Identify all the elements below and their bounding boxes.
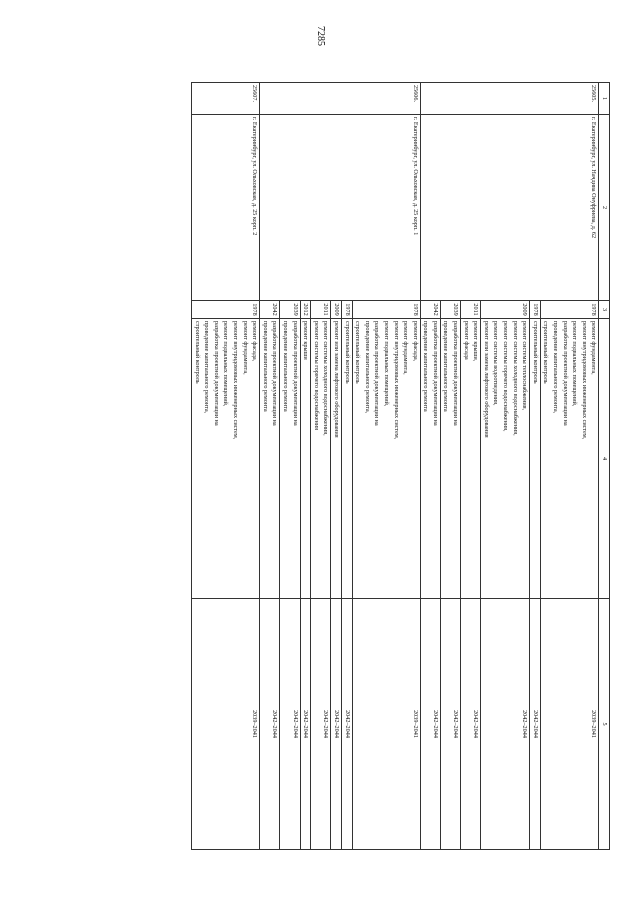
work-item: строительный контроль [354,321,362,384]
work-item: ремонт внутридомовых инженерных систем, [392,321,400,440]
row-works [461,319,481,599]
work-item: ремонт фасада, [411,321,419,362]
work-item: ремонт системы горячего водоснабжения, [502,321,510,432]
row-period: 2042–2044 [420,599,440,850]
row-works [440,319,460,599]
table-row [192,83,260,850]
work-item: ремонт системы холодного водоснабжения, [511,321,519,436]
work-item: разработка проектной документации на [431,321,439,426]
work-item: разработка проектной документации на [373,321,381,426]
row-period: 2042–2044 [530,599,541,850]
work-item: проведение капитального ремонта, [552,321,560,414]
row-period: 2042–2044 [331,599,342,850]
row-period: 2039–2041 [352,599,420,850]
work-item: ремонт внутридомовых инженерных систем, [232,321,240,440]
work-item: ремонт фасада, [251,321,259,362]
work-item: проведение капитального ремонта, [363,321,371,414]
work-item: ремонт подвальных помещений, [222,321,230,407]
row-works [260,319,280,599]
row-year: 2009 [331,301,342,319]
work-item: ремонт внутридомовых инженерных систем, [580,321,588,440]
work-item: ремонт подвальных помещений, [571,321,579,407]
work-item: проведение капитального ремонта [282,321,289,412]
row-works [420,319,440,599]
work-item: проведение капитального ремонта [422,321,430,412]
row-works [192,319,260,599]
row-works [540,319,599,599]
work-item: ремонт системы теплоснабжения, [521,321,529,411]
row-year: 2039 [280,301,300,319]
work-item: ремонт фасада [462,321,470,360]
column-header-3: 3 [599,301,610,319]
row-period: 2042–2044 [461,599,481,850]
row-works [530,319,541,599]
row-works [481,319,530,599]
row-year: 1978 [530,301,541,319]
entry-number: 25605. [420,83,599,115]
row-works [300,319,311,599]
entry-number: 25607. [192,83,260,115]
row-year: 2012 [300,301,311,319]
work-item: ремонт фундамента, [241,321,249,375]
table-body [192,83,599,850]
work-item: ремонт крыши [302,321,310,360]
work-item: разработка проектной документации на [452,321,460,426]
work-item: ремонт или замена лифтового оборудования [482,321,490,438]
work-item: ремонт крыши, [472,321,480,362]
entry-address: г. Екатеринбург, ул. Ольховская, д. 25 корп. 2 [192,115,260,301]
work-item: разработка проектной документации на [212,321,220,426]
work-item: проведение капитального ремонта [261,321,269,412]
row-year: 2042 [260,301,280,319]
work-item: строительный контроль [193,321,201,384]
work-item: разработка проектной документации на [271,321,279,426]
row-period: 2042–2044 [440,599,460,850]
work-item: проведение капитального ремонта [442,321,450,412]
work-item: ремонт системы холодного водоснабжения, [322,321,330,436]
work-item: проведение капитального ремонта, [203,321,211,414]
row-works [331,319,342,599]
table-row [352,83,420,850]
work-item: ремонт фундамента, [590,321,598,375]
header-row [599,83,610,850]
row-year: 2011 [461,301,481,319]
row-period: 2042–2044 [481,599,530,850]
row-works [341,319,352,599]
entry-number: 25606. [260,83,421,115]
row-period: 2042–2044 [341,599,352,850]
row-year: 2042 [420,301,440,319]
work-item: строительный контроль [542,321,550,384]
row-period: 2042–2044 [311,599,331,850]
row-works [352,319,420,599]
page-number: 7285 [315,26,326,46]
row-year: 1978 [540,301,599,319]
row-period: 2039–2041 [540,599,599,850]
entry-address: г. Екатеринбург, ул. Начдива Онуфриева, д. 62 [420,115,599,301]
row-year: 2039 [440,301,460,319]
row-year: 2009 [481,301,530,319]
work-item: ремонт или замена лифтового оборудования [332,321,340,438]
work-item: строительный контроль [531,321,539,384]
repair-schedule-table [191,82,610,850]
work-item: строительный контроль [343,321,351,384]
row-period: 2042–2044 [280,599,300,850]
row-period: 2042–2044 [300,599,311,850]
entry-address: г. Екатеринбург, ул. Ольховская, д. 25 корп. 1 [260,115,421,301]
work-item: ремонт фундамента, [402,321,410,375]
column-header-2: 2 [599,115,610,301]
work-item: ремонт подвальных помещений, [382,321,390,407]
column-header-4: 4 [599,319,610,599]
row-year: 2011 [311,301,331,319]
rotated-table-container [80,82,610,849]
row-period: 2039–2041 [192,599,260,850]
row-year: 1978 [341,301,352,319]
row-works [280,319,300,599]
work-item: ремонт системы горячего водоснабжения [312,321,320,430]
work-item: ремонт системы водоотведения, [492,321,500,406]
column-header-1: 1 [599,83,610,115]
table-row [540,83,599,850]
row-works [311,319,331,599]
work-item: разработка проектной документации на [291,321,299,426]
row-year: 1978 [192,301,260,319]
row-period: 2042–2044 [260,599,280,850]
column-header-5: 5 [599,599,610,850]
row-year: 1978 [352,301,420,319]
work-item: разработка проектной документации на [561,321,569,426]
